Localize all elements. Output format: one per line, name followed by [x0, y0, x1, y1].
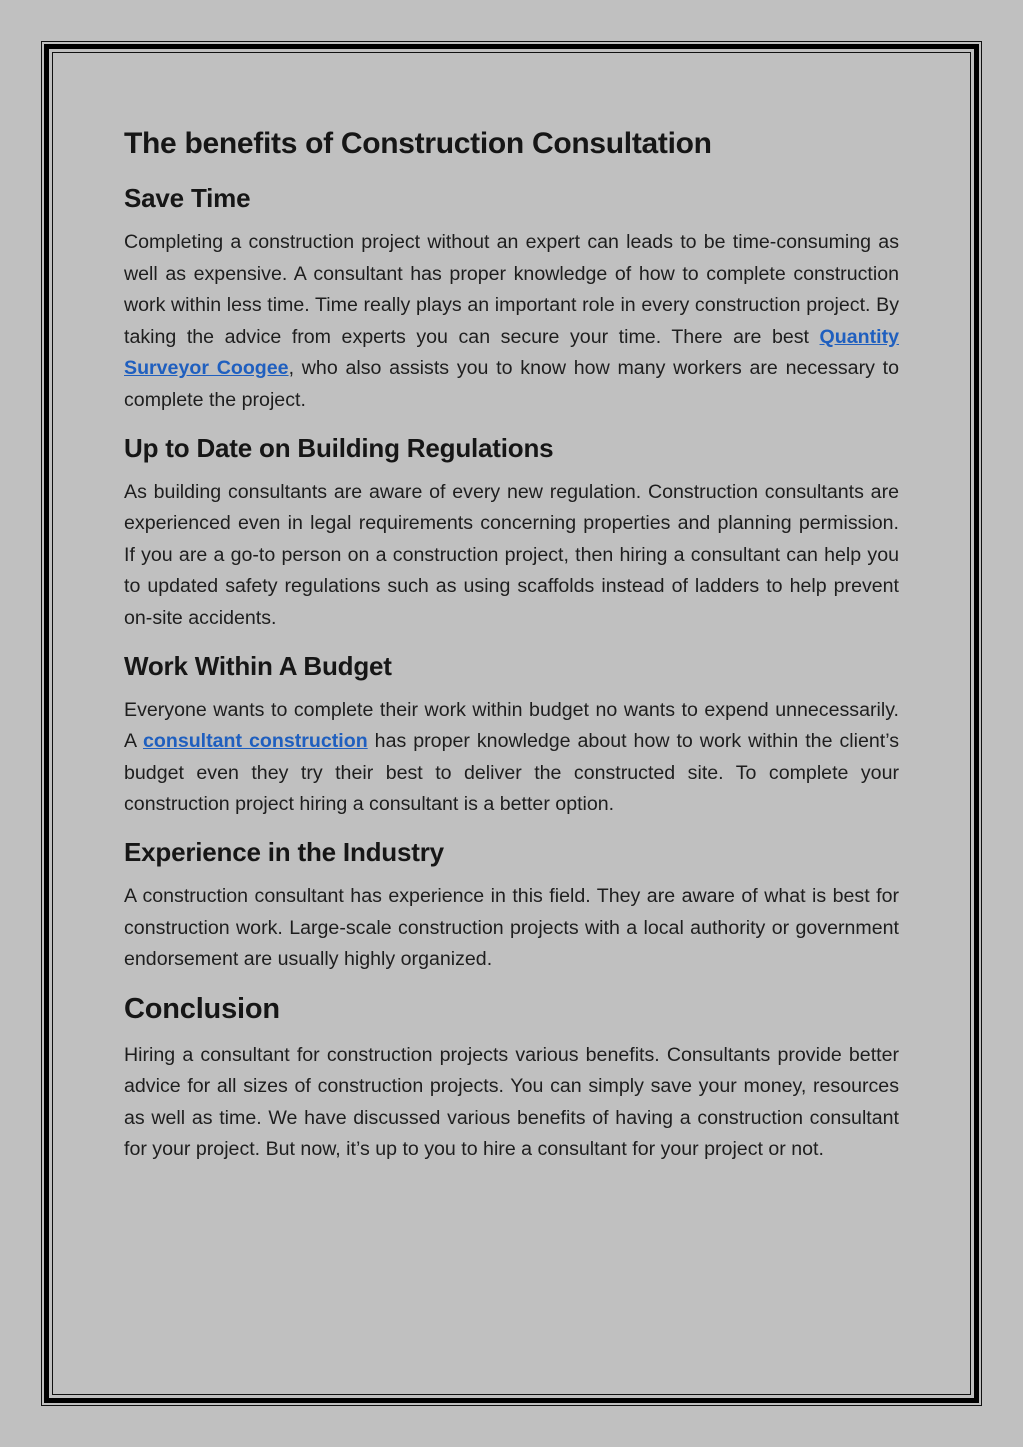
section-conclusion: [124, 988, 899, 1166]
section-paragraph-experience: A construction consultant has experience in this field. They are aware of what is best for construction work. Large-scale construction projects with a local authority or government endorsement are usually highly organized.: [124, 884, 899, 971]
section-experience: [124, 833, 899, 976]
document-body: [124, 122, 899, 1178]
section-paragraph-save-time: [124, 227, 899, 417]
consultant-construction-link[interactable]: consultant construction: [142, 730, 368, 753]
paragraph-text: Everyone wants to complete their work within budget no wants to expend unnecessarily. A: [124, 698, 899, 753]
section-heading-conclusion: Conclusion: [124, 992, 280, 1025]
section-regulations: [124, 429, 899, 635]
paragraph-text: , who also assists you to know how many workers are necessary to complete the project.: [124, 357, 899, 411]
document-title: The benefits of Construction Consultation: [124, 127, 712, 160]
section-heading-regulations: Up to Date on Building Regulations: [124, 432, 554, 463]
section-save-time: [124, 179, 899, 417]
paragraph-text: has proper knowledge about how to work within the client’s budget even they try their best to deliver the constructed site. To complete your construction project hiring a consultant is a better option.: [124, 730, 899, 816]
section-heading-budget: Work Within A Budget: [124, 650, 392, 681]
section-paragraph-regulations: As building consultants are aware of every new regulation. Construction consultants are experienced even in legal requirements concerning properties and planning permission. If you are a go-to person on a construction project, then hiring a consultant can help you to updated safety regulations such as using scaffolds instead of ladders to help prevent on-site accidents.: [124, 480, 899, 629]
section-heading-save-time: Save Time: [124, 183, 251, 213]
quantity-surveyor-coogee-link[interactable]: Quantity Surveyor Coogee: [124, 325, 899, 380]
section-budget: [124, 647, 899, 821]
section-paragraph-budget: [124, 695, 899, 821]
paragraph-text: Completing a construction project without an expert can leads to be time-consuming as well as expensive. A consultant has proper knowledge of how to complete construction work within less time. Time really plays an important role in every construction project. By taking the advice from experts you can secure your time. There are best: [124, 231, 899, 348]
section-paragraph-conclusion: Hiring a consultant for construction projects various benefits. Consultants provide better advice for all sizes of construction projects. You can simply save your money, resources as well as time. We have discussed various benefits of having a construction consultant for your project. But now, it’s up to you to hire a consultant for your project or not.: [124, 1043, 899, 1161]
section-heading-experience: Experience in the Industry: [124, 836, 444, 867]
